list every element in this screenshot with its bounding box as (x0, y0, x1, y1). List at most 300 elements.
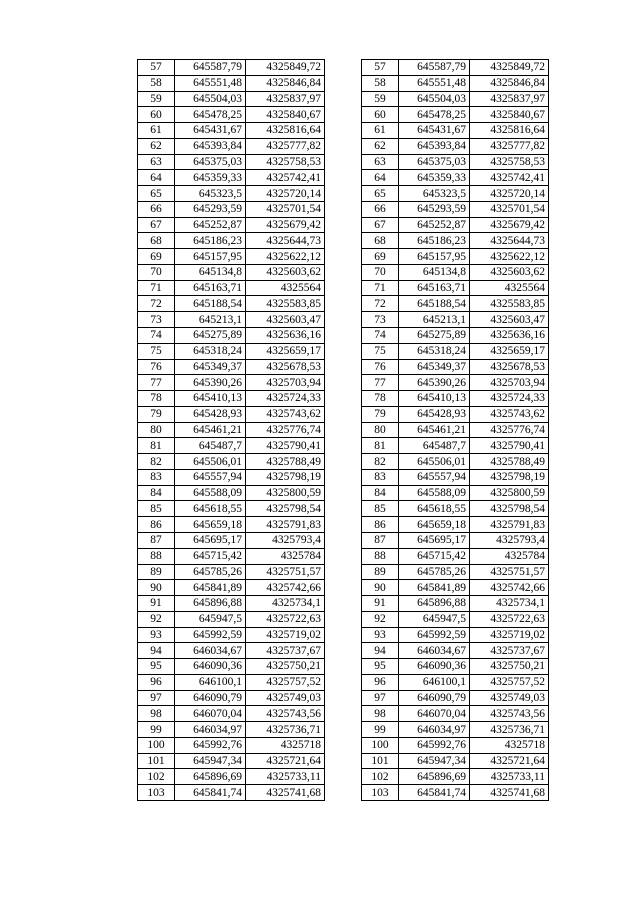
x-coordinate-cell: 645431,67 (399, 123, 470, 139)
table-row (362, 438, 549, 454)
x-coordinate-cell: 645588,09 (175, 485, 246, 501)
x-coordinate-cell: 645695,17 (175, 532, 246, 548)
table-row (138, 596, 325, 612)
y-coordinate-cell: 4325636,16 (470, 328, 549, 344)
point-number-cell: 94 (138, 643, 175, 659)
table-row (362, 123, 549, 139)
x-coordinate-cell: 645349,37 (175, 359, 246, 375)
y-coordinate-cell: 4325791,83 (246, 517, 325, 533)
y-coordinate-cell: 4325743,62 (470, 406, 549, 422)
y-coordinate-cell: 4325840,67 (246, 107, 325, 123)
point-number-cell: 66 (362, 201, 399, 217)
table-row (362, 596, 549, 612)
y-coordinate-cell: 4325741,68 (246, 785, 325, 801)
y-coordinate-cell: 4325798,19 (246, 469, 325, 485)
point-number-cell: 99 (362, 722, 399, 738)
x-coordinate-cell: 645478,25 (399, 107, 470, 123)
x-coordinate-cell: 645487,7 (175, 438, 246, 454)
table-row (138, 107, 325, 123)
x-coordinate-cell: 645275,89 (399, 328, 470, 344)
table-row (362, 769, 549, 785)
x-coordinate-cell: 645947,34 (399, 753, 470, 769)
y-coordinate-cell: 4325776,74 (246, 422, 325, 438)
x-coordinate-cell: 645715,42 (175, 548, 246, 564)
table-row (138, 532, 325, 548)
x-coordinate-cell: 645275,89 (175, 328, 246, 344)
point-number-cell: 70 (138, 264, 175, 280)
table-row (362, 690, 549, 706)
y-coordinate-cell: 4325564 (246, 280, 325, 296)
point-number-cell: 97 (362, 690, 399, 706)
y-coordinate-cell: 4325724,33 (470, 391, 549, 407)
x-coordinate-cell: 646090,79 (399, 690, 470, 706)
y-coordinate-cell: 4325703,94 (470, 375, 549, 391)
x-coordinate-cell: 646034,67 (175, 643, 246, 659)
table-row (138, 249, 325, 265)
point-number-cell: 57 (362, 60, 399, 76)
point-number-cell: 81 (138, 438, 175, 454)
y-coordinate-cell: 4325741,68 (470, 785, 549, 801)
x-coordinate-cell: 646090,36 (175, 659, 246, 675)
x-coordinate-cell: 645551,48 (399, 75, 470, 91)
table-row (362, 627, 549, 643)
point-number-cell: 92 (138, 611, 175, 627)
table-row (362, 785, 549, 801)
point-number-cell: 103 (138, 785, 175, 801)
point-number-cell: 80 (138, 422, 175, 438)
point-number-cell: 98 (362, 706, 399, 722)
y-coordinate-cell: 4325788,49 (470, 454, 549, 470)
x-coordinate-cell: 645506,01 (175, 454, 246, 470)
x-coordinate-cell: 645896,69 (175, 769, 246, 785)
point-number-cell: 100 (138, 737, 175, 753)
table-row (138, 312, 325, 328)
x-coordinate-cell: 646034,97 (175, 722, 246, 738)
x-coordinate-cell: 645896,88 (175, 596, 246, 612)
y-coordinate-cell: 4325736,71 (246, 722, 325, 738)
y-coordinate-cell: 4325724,33 (246, 391, 325, 407)
table-row (362, 75, 549, 91)
table-row (362, 249, 549, 265)
point-number-cell: 79 (138, 406, 175, 422)
x-coordinate-cell: 645557,94 (175, 469, 246, 485)
table-row (362, 706, 549, 722)
point-number-cell: 59 (362, 91, 399, 107)
y-coordinate-cell: 4325701,54 (470, 201, 549, 217)
x-coordinate-cell: 646100,1 (399, 674, 470, 690)
x-coordinate-cell: 645618,55 (399, 501, 470, 517)
point-number-cell: 70 (362, 264, 399, 280)
point-number-cell: 71 (138, 280, 175, 296)
point-number-cell: 60 (138, 107, 175, 123)
table-row (362, 264, 549, 280)
table-row (362, 454, 549, 470)
table-row (138, 186, 325, 202)
y-coordinate-cell: 4325718 (246, 737, 325, 753)
x-coordinate-cell: 645349,37 (399, 359, 470, 375)
table-row (362, 485, 549, 501)
table-row (362, 643, 549, 659)
table-row (362, 186, 549, 202)
table-row (138, 690, 325, 706)
point-number-cell: 83 (138, 469, 175, 485)
point-number-cell: 89 (362, 564, 399, 580)
point-number-cell: 63 (138, 154, 175, 170)
point-number-cell: 102 (138, 769, 175, 785)
table-row (138, 217, 325, 233)
x-coordinate-cell: 645359,33 (175, 170, 246, 186)
table-row (362, 280, 549, 296)
point-number-cell: 87 (138, 532, 175, 548)
x-coordinate-cell: 645252,87 (175, 217, 246, 233)
point-number-cell: 78 (362, 391, 399, 407)
point-number-cell: 62 (138, 138, 175, 154)
x-coordinate-cell: 645157,95 (399, 249, 470, 265)
table-row (138, 264, 325, 280)
point-number-cell: 97 (138, 690, 175, 706)
x-coordinate-cell: 645375,03 (175, 154, 246, 170)
point-number-cell: 61 (138, 123, 175, 139)
x-coordinate-cell: 645841,89 (175, 580, 246, 596)
x-coordinate-cell: 645186,23 (175, 233, 246, 249)
y-coordinate-cell: 4325603,47 (470, 312, 549, 328)
x-coordinate-cell: 645393,84 (175, 138, 246, 154)
table-row (362, 659, 549, 675)
table-row (362, 312, 549, 328)
point-number-cell: 67 (362, 217, 399, 233)
x-coordinate-cell: 645213,1 (399, 312, 470, 328)
point-number-cell: 82 (362, 454, 399, 470)
y-coordinate-cell: 4325678,53 (470, 359, 549, 375)
point-number-cell: 80 (362, 422, 399, 438)
x-coordinate-cell: 645375,03 (399, 154, 470, 170)
point-number-cell: 65 (362, 186, 399, 202)
table-row (362, 375, 549, 391)
y-coordinate-cell: 4325719,02 (470, 627, 549, 643)
table-row (362, 154, 549, 170)
y-coordinate-cell: 4325703,94 (246, 375, 325, 391)
point-number-cell: 100 (362, 737, 399, 753)
y-coordinate-cell: 4325777,82 (470, 138, 549, 154)
x-coordinate-cell: 645461,21 (175, 422, 246, 438)
y-coordinate-cell: 4325776,74 (470, 422, 549, 438)
table-row (138, 375, 325, 391)
point-number-cell: 101 (362, 753, 399, 769)
table-row (138, 454, 325, 470)
point-number-cell: 60 (362, 107, 399, 123)
point-number-cell: 98 (138, 706, 175, 722)
x-coordinate-cell: 645186,23 (399, 233, 470, 249)
y-coordinate-cell: 4325784 (470, 548, 549, 564)
x-coordinate-cell: 645992,59 (399, 627, 470, 643)
table-row (362, 517, 549, 533)
table-row (362, 296, 549, 312)
y-coordinate-cell: 4325737,67 (470, 643, 549, 659)
point-number-cell: 72 (138, 296, 175, 312)
y-coordinate-cell: 4325742,66 (470, 580, 549, 596)
table-row (362, 737, 549, 753)
x-coordinate-cell: 645947,34 (175, 753, 246, 769)
table-row (138, 328, 325, 344)
point-number-cell: 96 (138, 674, 175, 690)
point-number-cell: 86 (138, 517, 175, 533)
point-number-cell: 94 (362, 643, 399, 659)
x-coordinate-cell: 645410,13 (175, 391, 246, 407)
table-row (138, 769, 325, 785)
y-coordinate-cell: 4325603,62 (470, 264, 549, 280)
table-row (362, 722, 549, 738)
y-coordinate-cell: 4325742,41 (470, 170, 549, 186)
x-coordinate-cell: 645659,18 (399, 517, 470, 533)
y-coordinate-cell: 4325743,62 (246, 406, 325, 422)
y-coordinate-cell: 4325564 (470, 280, 549, 296)
point-number-cell: 83 (362, 469, 399, 485)
point-number-cell: 68 (138, 233, 175, 249)
y-coordinate-cell: 4325583,85 (246, 296, 325, 312)
y-coordinate-cell: 4325742,66 (246, 580, 325, 596)
y-coordinate-cell: 4325837,97 (470, 91, 549, 107)
point-number-cell: 102 (362, 769, 399, 785)
y-coordinate-cell: 4325757,52 (470, 674, 549, 690)
point-number-cell: 78 (138, 391, 175, 407)
point-number-cell: 84 (138, 485, 175, 501)
x-coordinate-cell: 646034,97 (399, 722, 470, 738)
x-coordinate-cell: 645134,8 (399, 264, 470, 280)
table-row (362, 391, 549, 407)
point-number-cell: 99 (138, 722, 175, 738)
y-coordinate-cell: 4325720,14 (246, 186, 325, 202)
x-coordinate-cell: 645431,67 (175, 123, 246, 139)
table-row (138, 60, 325, 76)
table-row (362, 611, 549, 627)
table-row (362, 532, 549, 548)
y-coordinate-cell: 4325846,84 (470, 75, 549, 91)
x-coordinate-cell: 645587,79 (399, 60, 470, 76)
y-coordinate-cell: 4325636,16 (246, 328, 325, 344)
table-row (138, 548, 325, 564)
point-number-cell: 58 (362, 75, 399, 91)
y-coordinate-cell: 4325800,59 (246, 485, 325, 501)
x-coordinate-cell: 645134,8 (175, 264, 246, 280)
point-number-cell: 93 (362, 627, 399, 643)
y-coordinate-cell: 4325720,14 (470, 186, 549, 202)
y-coordinate-cell: 4325791,83 (470, 517, 549, 533)
point-number-cell: 63 (362, 154, 399, 170)
table-row (138, 785, 325, 801)
point-number-cell: 68 (362, 233, 399, 249)
x-coordinate-cell: 645157,95 (175, 249, 246, 265)
x-coordinate-cell: 646070,04 (399, 706, 470, 722)
table-row (138, 406, 325, 422)
x-coordinate-cell: 645947,5 (175, 611, 246, 627)
point-number-cell: 65 (138, 186, 175, 202)
x-coordinate-cell: 645992,59 (175, 627, 246, 643)
table-row (362, 107, 549, 123)
table-row (138, 438, 325, 454)
table-row (138, 154, 325, 170)
y-coordinate-cell: 4325793,4 (470, 532, 549, 548)
point-number-cell: 77 (362, 375, 399, 391)
y-coordinate-cell: 4325721,64 (246, 753, 325, 769)
y-coordinate-cell: 4325750,21 (246, 659, 325, 675)
point-number-cell: 103 (362, 785, 399, 801)
table-row (362, 753, 549, 769)
table-row (138, 296, 325, 312)
y-coordinate-cell: 4325659,17 (470, 343, 549, 359)
y-coordinate-cell: 4325679,42 (246, 217, 325, 233)
point-number-cell: 72 (362, 296, 399, 312)
table-row (138, 123, 325, 139)
point-number-cell: 95 (362, 659, 399, 675)
y-coordinate-cell: 4325816,64 (470, 123, 549, 139)
table-row (362, 580, 549, 596)
point-number-cell: 64 (362, 170, 399, 186)
table-row (362, 217, 549, 233)
x-coordinate-cell: 645841,89 (399, 580, 470, 596)
y-coordinate-cell: 4325758,53 (246, 154, 325, 170)
point-number-cell: 58 (138, 75, 175, 91)
table-row (138, 706, 325, 722)
x-coordinate-cell: 646070,04 (175, 706, 246, 722)
x-coordinate-cell: 645293,59 (175, 201, 246, 217)
x-coordinate-cell: 645188,54 (399, 296, 470, 312)
x-coordinate-cell: 645695,17 (399, 532, 470, 548)
x-coordinate-cell: 646034,67 (399, 643, 470, 659)
x-coordinate-cell: 645896,69 (399, 769, 470, 785)
table-row (362, 548, 549, 564)
point-number-cell: 69 (362, 249, 399, 265)
x-coordinate-cell: 645252,87 (399, 217, 470, 233)
point-number-cell: 64 (138, 170, 175, 186)
table-row (362, 359, 549, 375)
x-coordinate-cell: 645163,71 (399, 280, 470, 296)
y-coordinate-cell: 4325800,59 (470, 485, 549, 501)
y-coordinate-cell: 4325721,64 (470, 753, 549, 769)
table-row (138, 233, 325, 249)
y-coordinate-cell: 4325790,41 (246, 438, 325, 454)
x-coordinate-cell: 645428,93 (399, 406, 470, 422)
y-coordinate-cell: 4325734,1 (470, 596, 549, 612)
table-row (362, 328, 549, 344)
point-number-cell: 79 (362, 406, 399, 422)
point-number-cell: 66 (138, 201, 175, 217)
x-coordinate-cell: 645323,5 (175, 186, 246, 202)
table-row (362, 469, 549, 485)
point-number-cell: 62 (362, 138, 399, 154)
point-number-cell: 76 (138, 359, 175, 375)
y-coordinate-cell: 4325583,85 (470, 296, 549, 312)
y-coordinate-cell: 4325734,1 (246, 596, 325, 612)
x-coordinate-cell: 645841,74 (175, 785, 246, 801)
table-row (138, 75, 325, 91)
table-row (362, 233, 549, 249)
x-coordinate-cell: 645393,84 (399, 138, 470, 154)
point-number-cell: 93 (138, 627, 175, 643)
point-number-cell: 88 (362, 548, 399, 564)
x-coordinate-cell: 645992,76 (399, 737, 470, 753)
table-row (138, 627, 325, 643)
point-number-cell: 75 (138, 343, 175, 359)
x-coordinate-cell: 645478,25 (175, 107, 246, 123)
table-row (138, 343, 325, 359)
x-coordinate-cell: 645587,79 (175, 60, 246, 76)
x-coordinate-cell: 645163,71 (175, 280, 246, 296)
x-coordinate-cell: 645785,26 (399, 564, 470, 580)
x-coordinate-cell: 645618,55 (175, 501, 246, 517)
x-coordinate-cell: 645428,93 (175, 406, 246, 422)
y-coordinate-cell: 4325622,12 (470, 249, 549, 265)
x-coordinate-cell: 645947,5 (399, 611, 470, 627)
x-coordinate-cell: 646090,36 (399, 659, 470, 675)
y-coordinate-cell: 4325679,42 (470, 217, 549, 233)
y-coordinate-cell: 4325722,63 (470, 611, 549, 627)
y-coordinate-cell: 4325622,12 (246, 249, 325, 265)
y-coordinate-cell: 4325784 (246, 548, 325, 564)
table-row (138, 737, 325, 753)
point-number-cell: 89 (138, 564, 175, 580)
table-row (138, 501, 325, 517)
x-coordinate-cell: 645461,21 (399, 422, 470, 438)
y-coordinate-cell: 4325751,57 (470, 564, 549, 580)
y-coordinate-cell: 4325722,63 (246, 611, 325, 627)
point-number-cell: 90 (362, 580, 399, 596)
y-coordinate-cell: 4325733,11 (470, 769, 549, 785)
y-coordinate-cell: 4325736,71 (470, 722, 549, 738)
y-coordinate-cell: 4325840,67 (470, 107, 549, 123)
table-row (138, 485, 325, 501)
y-coordinate-cell: 4325790,41 (470, 438, 549, 454)
point-number-cell: 85 (138, 501, 175, 517)
table-row (138, 201, 325, 217)
x-coordinate-cell: 645487,7 (399, 438, 470, 454)
point-number-cell: 74 (362, 328, 399, 344)
y-coordinate-cell: 4325749,03 (246, 690, 325, 706)
point-number-cell: 92 (362, 611, 399, 627)
point-number-cell: 91 (138, 596, 175, 612)
x-coordinate-cell: 645992,76 (175, 737, 246, 753)
y-coordinate-cell: 4325743,56 (470, 706, 549, 722)
table-row (138, 91, 325, 107)
x-coordinate-cell: 645390,26 (399, 375, 470, 391)
table-row (362, 343, 549, 359)
x-coordinate-cell: 645318,24 (175, 343, 246, 359)
y-coordinate-cell: 4325733,11 (246, 769, 325, 785)
table-row (138, 753, 325, 769)
x-coordinate-cell: 645785,26 (175, 564, 246, 580)
y-coordinate-cell: 4325798,54 (246, 501, 325, 517)
point-number-cell: 76 (362, 359, 399, 375)
y-coordinate-cell: 4325816,64 (246, 123, 325, 139)
y-coordinate-cell: 4325737,67 (246, 643, 325, 659)
y-coordinate-cell: 4325719,02 (246, 627, 325, 643)
table-row (138, 674, 325, 690)
y-coordinate-cell: 4325743,56 (246, 706, 325, 722)
table-row (138, 422, 325, 438)
point-number-cell: 91 (362, 596, 399, 612)
table-row (138, 138, 325, 154)
coordinate-table-right (361, 59, 549, 801)
table-row (138, 359, 325, 375)
table-row (362, 674, 549, 690)
table-body-right (362, 60, 549, 801)
point-number-cell: 75 (362, 343, 399, 359)
table-row (138, 517, 325, 533)
table-row (362, 91, 549, 107)
table-row (138, 469, 325, 485)
x-coordinate-cell: 645213,1 (175, 312, 246, 328)
coordinate-table-left (137, 59, 325, 801)
y-coordinate-cell: 4325750,21 (470, 659, 549, 675)
